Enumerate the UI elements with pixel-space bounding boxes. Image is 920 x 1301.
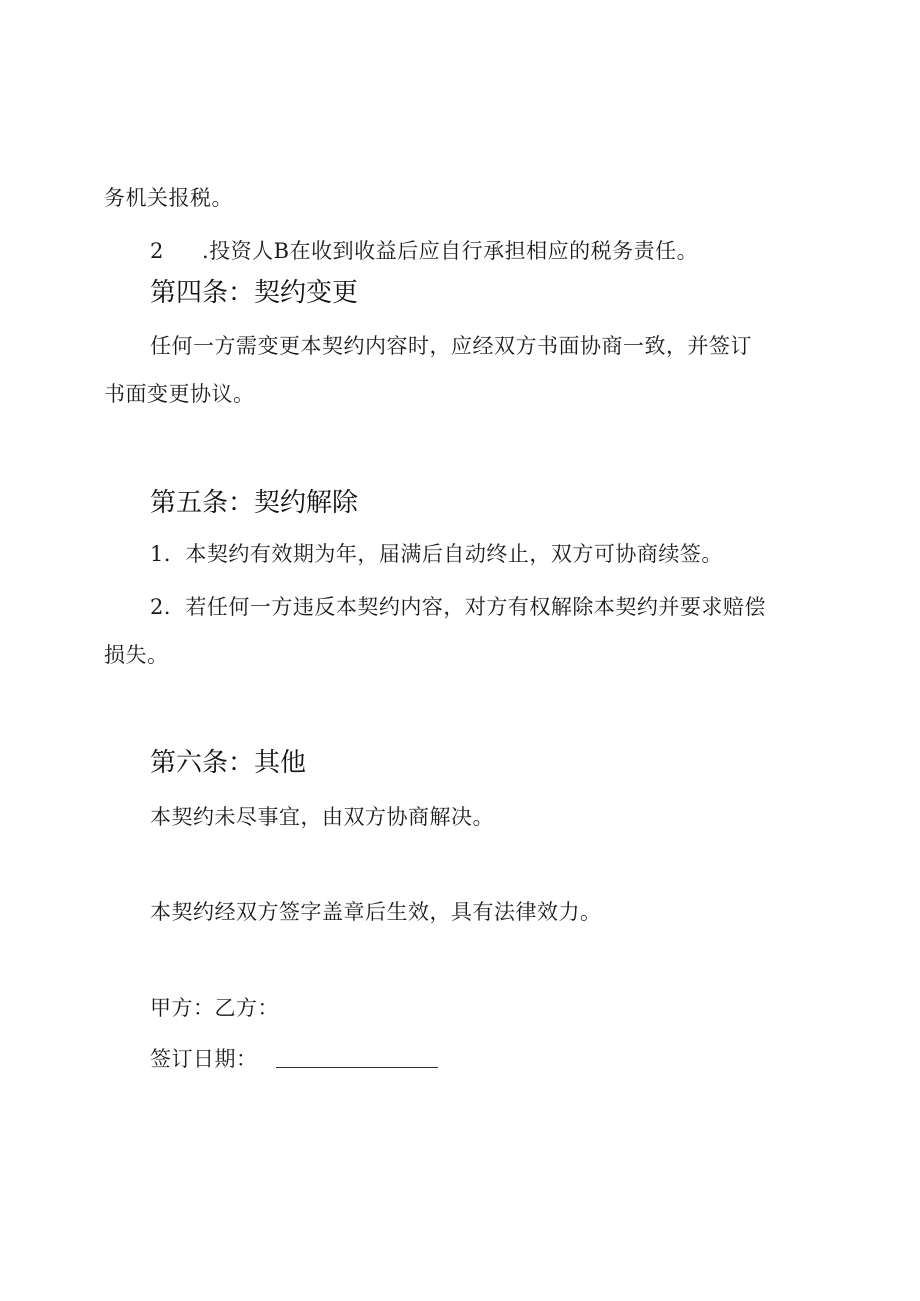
section4-heading: 第四条：契约变更	[150, 278, 359, 308]
section6-body: 本契约未尽事宜，由双方协商解决。	[150, 805, 494, 829]
section5-item-1: 1．本契约有效期为年，届满后自动终止，双方可协商续签。	[150, 542, 723, 566]
section5-heading: 第五条：契约解除	[150, 488, 359, 518]
parties-line: 甲方：乙方：	[150, 996, 279, 1020]
signing-date-label: 签订日期：	[150, 1047, 258, 1071]
effective-clause: 本契约经双方签字盖章后生效，具有法律效力。	[150, 900, 602, 924]
section3-tail-line: 务机关报税。	[104, 186, 233, 210]
section4-body-line2: 书面变更协议。	[104, 382, 255, 406]
section5-item-2-line2: 损失。	[104, 643, 169, 667]
signing-date-blank	[276, 1067, 438, 1068]
item-text: .投资人B在收到收益后应自行承担相应的税务责任。	[202, 239, 699, 263]
section5-item-2-line1: 2．若任何一方违反本契约内容，对方有权解除本契约并要求赔偿	[150, 595, 766, 619]
section3-item-2	[150, 237, 698, 265]
item-number: 2	[150, 239, 164, 263]
section6-heading: 第六条：其他	[150, 748, 307, 778]
section4-body-line1: 任何一方需变更本契约内容时，应经双方书面协商一致，并签订	[150, 334, 752, 358]
